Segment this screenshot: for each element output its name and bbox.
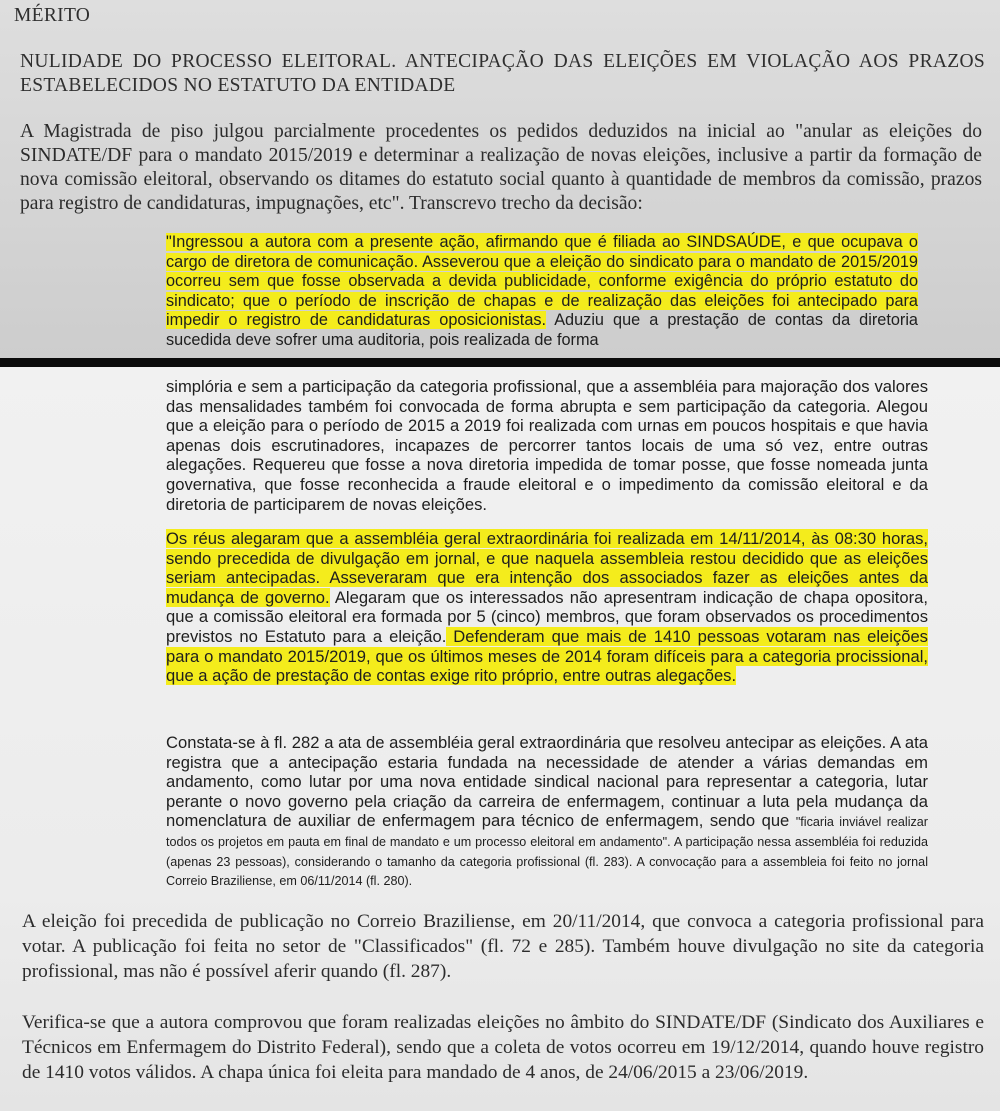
quote-block-top [166, 233, 918, 351]
quote-text: Alegaram que os interessados não apresentram indicação de chapa opositora, que a comissão eleitoral era formada por 5 (cinco) membros, que foram observados os procedimentos previstos no Estatuto para a eleição. [166, 587, 928, 646]
section-title: MÉRITO [14, 5, 91, 26]
intro-paragraph: A Magistrada de piso julgou parcialmente procedentes os pedidos deduzidos na inicial ao "anular as eleições do SINDATE/DF para o mandato 2015/2019 e determinar a realização de novas eleições, inclusive a partir da formação de nova comissão eleitoral, observando os ditames do estatuto social quanto à quantidade de membros da comissão, prazos para registro de candidaturas, impugnações, etc". Transcrevo trecho da decisão: [20, 121, 982, 214]
bottom-page-photo [0, 367, 1000, 1111]
highlighted-text: "Ingressou a autora com a presente ação, afirmando que é filiada ao SINDSAÚDE, e que ocupava o cargo de diretora de comunicação. Asseverou que a eleição do sindicato para o mandato de 2015/2019 ocorreu sem que fosse observada a devida publicidade, conforme exigência do próprio estatuto do sindicato; que o período de inscrição de chapas e de realização das eleições foi antecipado para impedir o registro de candidaturas oposicionistas. [166, 233, 918, 330]
quote-block-defendants [166, 529, 928, 686]
section-subtitle: NULIDADE DO PROCESSO ELEITORAL. ANTECIPAÇÃO DAS ELEIÇÕES EM VIOLAÇÃO AOS PRAZOS ESTABELECIDOS NO ESTATUTO DA ENTIDADE [20, 51, 985, 96]
highlighted-text: Os réus alegaram que a assembléia geral extraordinária foi realizada em 14/11/2014, às 08:30 horas, sendo precedida de divulgação em jornal, e que naquela assembleia restou decidido que as eleições seriam antecipadas. Asseveraram que era intenção dos associados fazer as eleições antes da mudança de governo. [166, 529, 928, 607]
photo-divider [0, 358, 1000, 367]
quote-text: Aduziu que a prestação de contas da diretoria sucedida deve sofrer uma auditoria, pois realizada de forma [166, 311, 918, 349]
body-paragraph-publication: A eleição foi precedida de publicação no Correio Braziliense, em 20/11/2014, que convoca a categoria profissional para votar. A publicação foi feita no setor de "Classificados" (fl. 72 e 285). Também houve divulgação no site da categoria profissional, mas não é possível aferir quando (fl. 287). [22, 911, 984, 982]
top-page-photo [0, 0, 1000, 358]
highlighted-text: Defenderam que mais de 1410 pessoas votaram nas eleições para o mandato 2015/2019, que os últimos meses de 2014 foram difíceis para a categoria procissional, que a ação de prestação de contas exige rito próprio, entre outras alegações. [166, 626, 928, 686]
body-paragraph-verification: Verifica-se que a autora comprovou que foram realizadas eleições no âmbito do SINDATE/DF (Sindicato dos Auxiliares e Técnicos em Enfermagem do Distrito Federal), sendo que a coleta de votos ocorreu em 19/12/2014, quando houve registro de 1410 votos válidos. A chapa única foi eleita para mandado de 4 anos, de 24/06/2015 a 23/06/2019. [22, 1012, 984, 1083]
quote-text: Constata-se à fl. 282 a ata de assembléia geral extraordinária que resolveu antecipar as eleições. A ata registra que a antecipação estaria fundada na necessidade de atender a várias demandas em andamento, como lutar por uma nova entidade sindical nacional para representar a categoria, lutar perante o novo governo pela criação da carreira de enfermagem, continuar a luta pela mudança da nomenclatura de auxiliar de enfermagem para técnico de enfermagem, sendo que [166, 733, 928, 831]
quote-block-assembly [166, 733, 928, 890]
quote-block-continuation: simplória e sem a participação da categoria profissional, que a assembléia para majoração dos valores das mensalidades também foi convocada de forma abrupta e sem participação da categoria. Alegou que a eleição para o período de 2015 a 2019 foi realizada com urnas em poucos hospitais e que havia apenas dois escrutinadores, incapazes de percorrer tantos locais de uma só vez, entre outras alegações. Requereu que fosse a nova diretoria impedida de tomar posse, que fosse nomeada junta governativa, que fosse reconhecida a fraude eleitoral e o impedimento da comissão eleitoral e da diretoria de participarem de novas eleições. [166, 377, 928, 514]
quote-small-text: "ficaria inviável realizar todos os projetos em pauta em final de mandato e um processo eleitoral em andamento". A participação nessa assembléia foi reduzida (apenas 23 pessoas), considerando o tamanho da categoria profissional (fl. 283). A convocação para a assembleia foi feito no jornal Correio Braziliense, em 06/11/2014 (fl. 280). [166, 815, 928, 889]
